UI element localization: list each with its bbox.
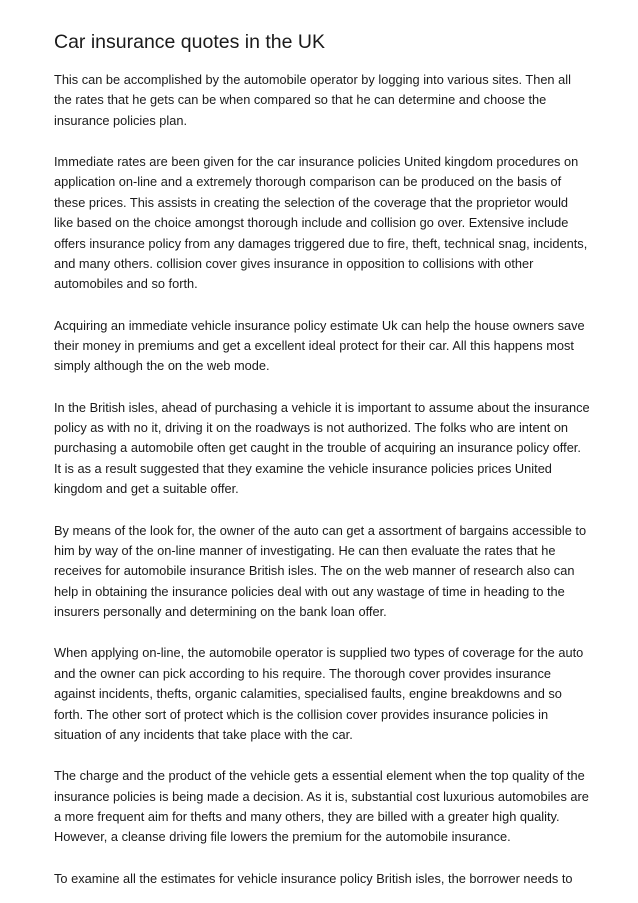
document-title: Car insurance quotes in the UK [54,31,325,53]
paragraph: By means of the look for, the owner of the auto can get a assortment of bargains accessible to him by way of the on-line manner of investigating. He can then evaluate the rates that he receives for automobile insurance British isles. The on the web manner of research also can help in obtaining the insurance policies deal with out any wastage of time in heading to the insurers personally and determining on the bank loan offer. [54,522,587,620]
paragraph: This can be accomplished by the automobile operator by logging into various sites. Then all the rates that he gets can be when compared so that he can determine and choose the insurance policies plan. [54,72,571,128]
paragraph: To examine all the estimates for vehicle insurance policy British isles, the borrower needs to [54,870,573,886]
paragraph: In the British isles, ahead of purchasing a vehicle it is important to assume about the insurance policy as with no it, driving it on the roadways is not authorized. The folks who are intent on purchasing a automobile often get caught in the trouble of acquiring an insurance policy offer. It is as a result suggested that they examine the vehicle insurance policies prices United kingdom and get a suitable offer. [54,399,590,497]
paragraph: Immediate rates are been given for the car insurance policies United kingdom procedures on application on-line and a extremely thorough comparison can be produced on the basis of these prices. This assists in creating the selection of the coverage that the proprietor would like based on the choice amongst thorough include and collision go over. Extensive include offers insurance policy from any damages triggered due to fire, theft, technical snag, incidents, and many others. collision cover gives insurance in opposition to collisions with other automobiles and so forth. [54,154,588,292]
paragraph: The charge and the product of the vehicle gets a essential element when the top quality of the insurance policies is being made a decision. As it is, substantial cost luxurious automobiles are a more frequent aim for thefts and many others, they are billed with a greater high quality. However, a cleanse driving file lowers the premium for the automobile insurance. [54,768,589,845]
document-body [54,70,590,903]
paragraph: When applying on-line, the automobile operator is supplied two types of coverage for the auto and the owner can pick according to his require. The thorough cover provides insurance against incidents, thefts, organic calamities, specialised faults, engine breakdowns and so forth. The other sort of protect which is the collision cover provides insurance policies in situation of any incidents that take place with the car. [54,645,584,742]
paragraph: Acquiring an immediate vehicle insurance policy estimate Uk can help the house owners save their money in premiums and get a excellent ideal protect for their car. All this happens most simply although the on the web mode. [54,317,585,374]
